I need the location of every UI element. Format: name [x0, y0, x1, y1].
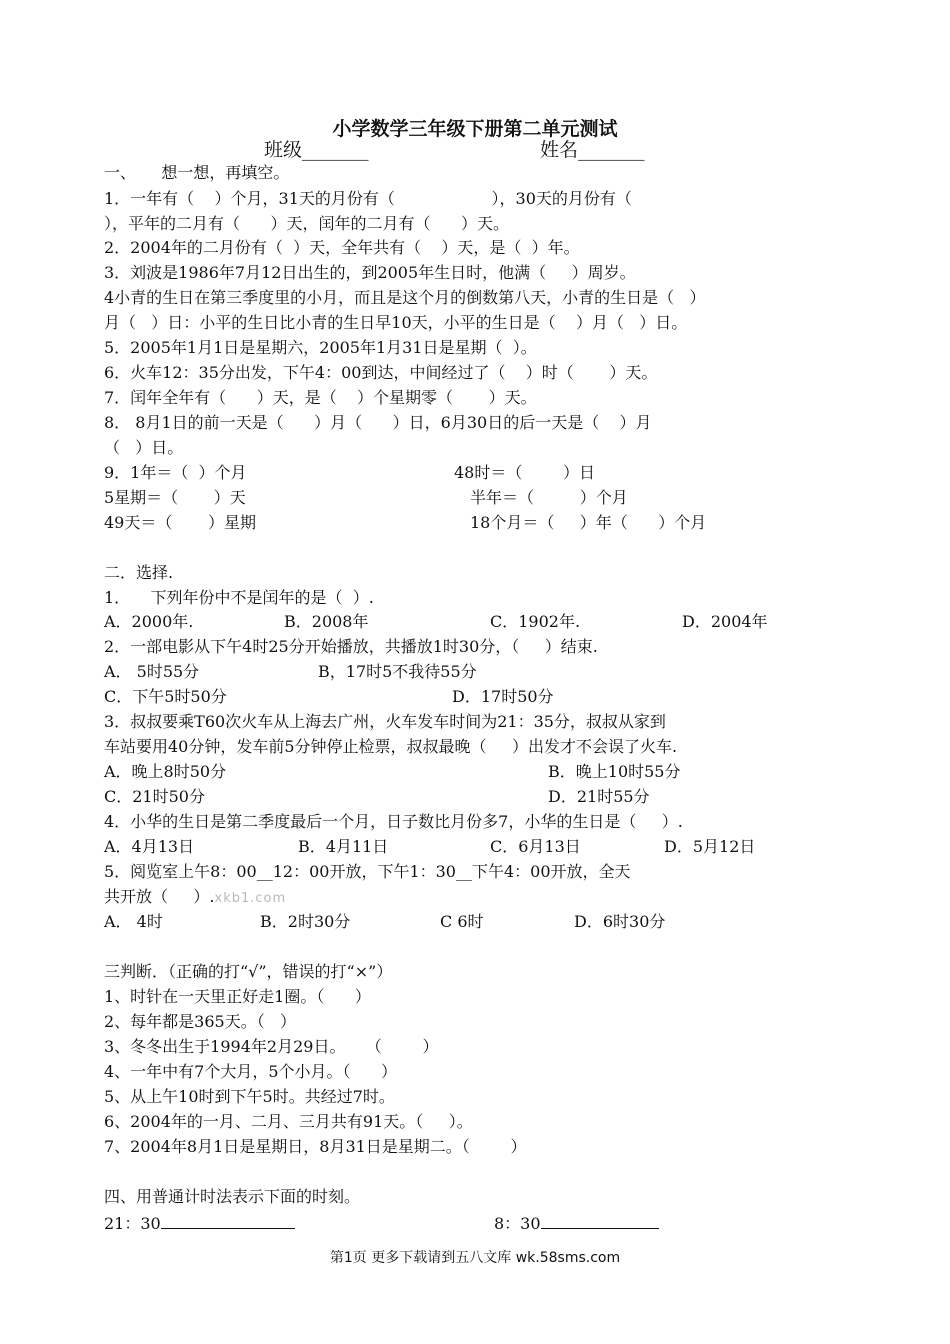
section3-heading: 三判断．（正确的打“√”，错误的打“×”） — [104, 962, 393, 981]
page-footer[interactable]: 第1页 更多下载请到五八文库 wk.58sms.com — [329, 1250, 621, 1266]
s1-line-4: 3．刘波是1986年7月12日出生的，到2005年生日时，他满（ ）周岁。 — [104, 263, 636, 282]
q4-option-a: A．4月13日 — [104, 837, 195, 856]
s1-line-9: 7．闰年全年有（ ）天，是（ ）个星期零（ ）天。 — [104, 388, 537, 407]
judge-item-7: 7、2004年8月1日是星期日，8月31日是星期二。（ ） — [104, 1137, 527, 1156]
section1-heading: 一、 想一想，再填空。 — [104, 163, 290, 182]
judge-item-5: 5、从上午10时到下午5时。共经过7时。 — [104, 1087, 395, 1106]
q1-option-c: C．1902年. — [490, 612, 581, 631]
s1-line-11: （ ）日。 — [104, 438, 184, 457]
q4-option-c: C．6月13日 — [490, 837, 581, 856]
q1-text: 1． 下列年份中不是闰年的是（ ）. — [104, 588, 374, 607]
q3-option-c: C．21时50分 — [104, 787, 205, 806]
judge-item-4: 4、一年中有7个大月，5个小月。（ ） — [104, 1062, 398, 1081]
q5-option-a: A． 4时 — [104, 912, 163, 931]
q3-line-1: 3．叔叔要乘T60次火车从上海去广州，火车发车时间为21：35分，叔叔从家到 — [104, 712, 666, 731]
q1-option-d: D．2004年 — [682, 612, 768, 631]
time-right-label: 8：30 — [494, 1214, 541, 1233]
q3-line-2: 车站要用40分钟，发车前5分钟停止检票，叔叔最晚（ ）出发才不会误了火车. — [104, 737, 678, 756]
s1-line-8: 6．火车12：35分出发，下午4：00到达，中间经过了（ ）时（ ）天。 — [104, 363, 658, 382]
q4-text: 4．小华的生日是第二季度最后一个月，日子数比月份多7，小华的生日是（ ）. — [104, 812, 683, 831]
name-field: 姓名_______ — [540, 139, 645, 161]
q4-option-d: D．5月12日 — [664, 837, 756, 856]
answer-blank-left — [161, 1212, 295, 1229]
class-field: 班级_______ — [264, 139, 369, 161]
conv-right-3: 18个月＝（ ）年（ ）个月 — [470, 513, 707, 532]
section2-heading: 二．选择. — [104, 563, 174, 582]
watermark-text: xkb1.com — [214, 891, 287, 906]
q2-option-a: A． 5时55分 — [104, 662, 200, 681]
q2-text: 2．一部电影从下午4时25分开始播放，共播放1时30分，（ ）结束. — [104, 637, 598, 656]
conv-right-1: 48时＝（ ）日 — [454, 463, 596, 482]
q5-line-1: 5．阅览室上午8：00__12：00开放，下午1：30__下午4：00开放，全天 — [104, 862, 631, 881]
judge-item-3: 3、冬冬出生于1994年2月29日。 （ ） — [104, 1037, 439, 1056]
s1-line-5: 4小青的生日在第三季度里的小月，而且是这个月的倒数第八天，小青的生日是（ ） — [104, 288, 706, 307]
s1-line-3: 2．2004年的二月份有（ ）天，全年共有（ ）天，是（ ）年。 — [104, 238, 580, 257]
judge-item-6: 6、2004年的一月、二月、三月共有91天。（ ）。 — [104, 1112, 473, 1131]
conv-right-2: 半年＝（ ）个月 — [470, 488, 628, 507]
time-item-right — [494, 1212, 659, 1234]
s1-line-7: 5．2005年1月1日是星期六，2005年1月31日是星期（ ）。 — [104, 338, 537, 357]
q3-option-b: B．晚上10时55分 — [548, 762, 681, 781]
s1-line-6: 月（ ）日：小平的生日比小青的生日早10天，小平的生日是（ ）月（ ）日。 — [104, 313, 688, 332]
q3-option-a: A．晚上8时50分 — [104, 762, 227, 781]
judge-item-2: 2、每年都是365天。（ ） — [104, 1012, 296, 1031]
time-item-left — [104, 1212, 295, 1234]
s1-line-1: 1．一年有（ ）个月，31天的月份有（ ），30天的月份有（ — [104, 189, 632, 208]
section4-heading: 四、用普通计时法表示下面的时刻。 — [104, 1187, 361, 1206]
page-title: 小学数学三年级下册第二单元测试 — [332, 118, 618, 140]
q2-option-b: B，17时5不我待55分 — [318, 662, 477, 681]
q3-option-d: D．21时55分 — [548, 787, 650, 806]
q5-line-2 — [104, 887, 286, 909]
judge-item-1: 1、时针在一天里正好走1圈。（ ） — [104, 987, 371, 1006]
q5-option-b: B．2时30分 — [260, 912, 351, 931]
q5-line-2-text: 共开放（ ）. — [104, 887, 215, 906]
answer-blank-right — [541, 1212, 659, 1229]
s1-line-2: ），平年的二月有（ ）天，闰年的二月有（ ）天。 — [104, 214, 510, 233]
q2-option-c: C．下午5时50分 — [104, 687, 227, 706]
q1-option-b: B．2008年 — [284, 612, 369, 631]
q1-option-a: A．2000年. — [104, 612, 194, 631]
q2-option-d: D．17时50分 — [452, 687, 554, 706]
time-left-label: 21：30 — [104, 1214, 161, 1233]
q4-option-b: B．4月11日 — [298, 837, 389, 856]
conv-left-3: 49天＝（ ）星期 — [104, 513, 256, 532]
conv-left-1: 9．1年＝（ ）个月 — [104, 463, 247, 482]
q5-option-c: C 6时 — [440, 912, 484, 931]
s1-line-10: 8． 8月1日的前一天是（ ）月（ ）日，6月30日的后一天是（ ）月 — [104, 413, 652, 432]
conv-left-2: 5星期＝（ ）天 — [104, 488, 246, 507]
q5-option-d: D．6时30分 — [574, 912, 666, 931]
